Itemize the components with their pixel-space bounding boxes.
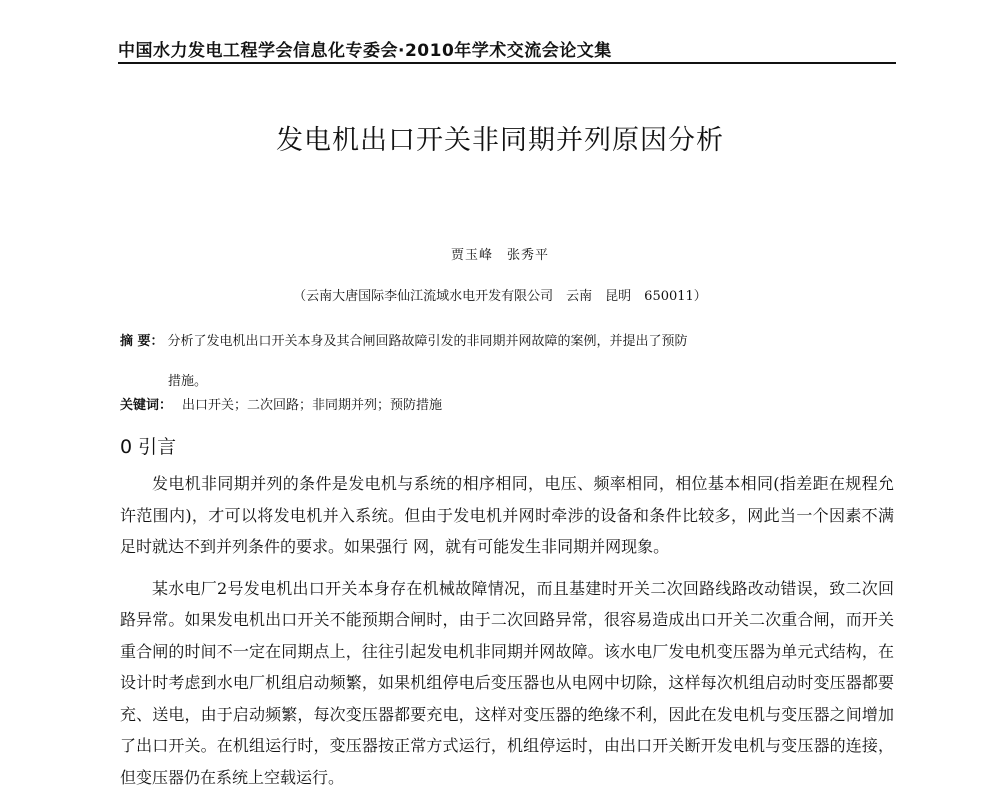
body-paragraph: 发电机非同期并列的条件是发电机与系统的相序相同，电压、频率相同，相位基本相同(指差距在规程允许范围内)，才可以将发电机并入系统。但由于发电机并网时牵涉的设备和条件比较多，网此当一个因素不满足时就达不到并列条件的要求。如果强行 网，就有可能发生非同期并网现象。 [120,474,894,556]
body-paragraph: 某水电厂2号发电机出口开关本身存在机械故障情况，而且基建时开关二次回路线路改动错误，致二次回路异常。如果发电机出口开关不能预期合闸时，由于二次回路异常，很容易造成出口开关二次重合闸，而开关重合闸的时间不一定在同期点上，往往引起发电机非同期并网故障。该水电厂发电机变压器为单元式结构，在设计时考虑到水电厂机组启动频繁，如果机组停电后变压器也从电网中切除，这样每次机组启动时变压器都要充、送电，由于启动频繁，每次变压器都要充电，这样对变压器的绝缘不利，因此在发电机与变压器之间增加了出口开关。在机组运行时，变压器按正常方式运行，机组停运时，由出口开关断开发电机与变压器的连接，但变压器仍在系统上空载运行。 [120,578,894,787]
body-text [120,468,894,803]
abstract-text-line2: 措施。 [168,374,208,389]
section-heading: 0 引言 [120,436,177,458]
running-header: 中国水力发电工程学会信息化专委会·2010年学术交流会论文集 [118,41,612,61]
abstract [120,322,890,402]
header-rule [118,62,896,64]
abstract-text-line1: 分析了发电机出口开关本身及其合闸回路故障引发的非同期并网故障的案例，并提出了预防 [167,334,688,349]
paper-title: 发电机出口开关非同期并列原因分析 [276,125,724,156]
author-name: 张秀平 [507,248,550,263]
abstract-label: 摘 要： [120,334,164,349]
keywords-text: 出口开关；二次回路；非同期并列；预防措施 [182,398,443,413]
author-name: 贾玉峰 [450,248,493,263]
keywords-label: 关键词： [120,398,173,413]
keywords [120,394,890,413]
affiliation: （云南大唐国际李仙江流域水电开发有限公司 云南 昆明 650011） [293,289,707,304]
author-list [0,244,1000,263]
